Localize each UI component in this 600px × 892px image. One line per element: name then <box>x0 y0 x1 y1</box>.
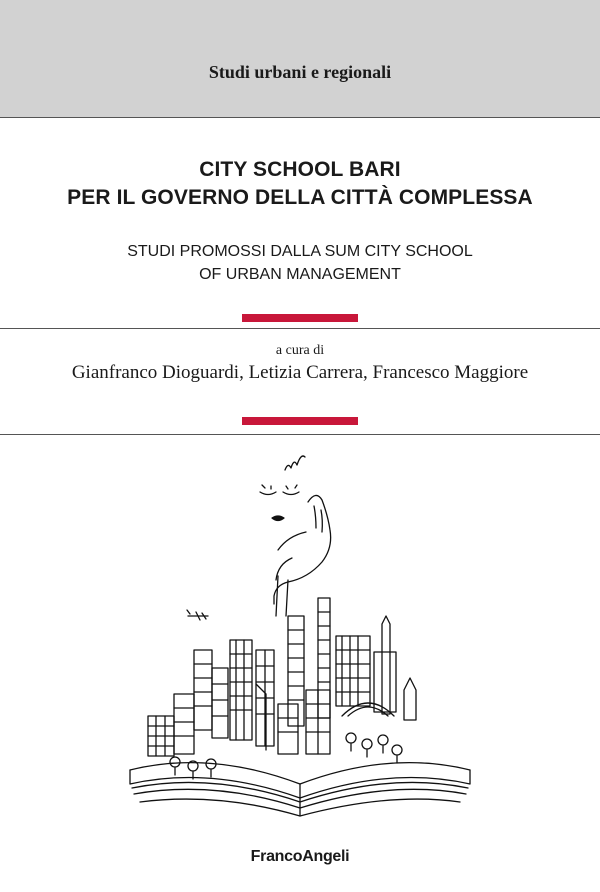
editors: Gianfranco Dioguardi, Letizia Carrera, Francesco Maggiore <box>71 362 529 383</box>
face-eyes <box>260 485 299 495</box>
title-line-1: CITY SCHOOL BARI <box>199 158 401 181</box>
book-title <box>0 156 600 212</box>
city-book-illustration <box>110 440 490 830</box>
accent-bar-lower <box>242 417 358 425</box>
hair-strokes <box>285 456 305 470</box>
series-band <box>0 0 600 118</box>
city-skyline <box>148 598 416 779</box>
hand <box>274 495 331 604</box>
subtitle-line-2: OF URBAN MANAGEMENT <box>199 266 401 283</box>
series-name: Studi urbani e regionali <box>208 62 392 82</box>
open-book <box>130 763 470 816</box>
publisher-name: FrancoAngeli <box>250 848 350 865</box>
curatela-label: a cura di <box>275 343 325 358</box>
title-line-2: PER IL GOVERNO DELLA CITTÀ COMPLESSA <box>67 186 533 209</box>
airplane-icon <box>187 610 208 620</box>
divider-upper <box>0 328 600 329</box>
face-lips <box>272 516 284 521</box>
subtitle-line-1: STUDI PROMOSSI DALLA SUM CITY SCHOOL <box>127 243 473 260</box>
book-subtitle <box>0 240 600 286</box>
accent-bar-upper <box>242 314 358 322</box>
divider-lower <box>0 434 600 435</box>
